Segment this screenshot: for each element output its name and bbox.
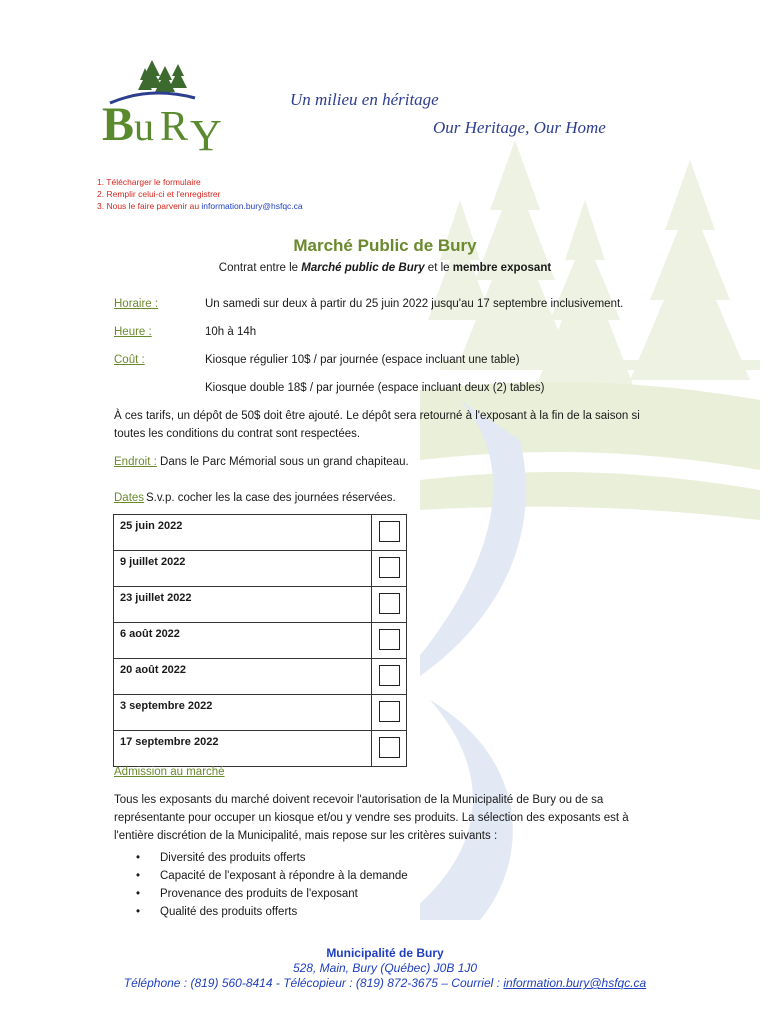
date-checkbox[interactable]	[379, 629, 400, 650]
tagline-english: Our Heritage, Our Home	[433, 118, 606, 137]
bury-logo	[100, 58, 230, 158]
admission-heading: Admission au marché	[114, 766, 225, 778]
endroit-line	[114, 453, 654, 471]
horaire-value: Un samedi sur deux à partir du 25 juin 2022 jusqu'au 17 septembre inclusivement.	[205, 298, 624, 310]
heure-value: 10h à 14h	[205, 326, 257, 338]
list-item	[130, 852, 408, 870]
date-checkbox[interactable]	[379, 737, 400, 758]
instruction-email-link[interactable]: information.bury@hsfqc.ca	[201, 201, 303, 211]
criteria-text: Capacité de l'exposant à répondre à la demande	[160, 870, 408, 882]
admission-paragraph: Tous les exposants du marché doivent recevoir l'autorisation de la Municipalité de Bury ou de sa représentante pour occuper un kiosque et/ou y vendre ses produits. La sélection des exposants est à l'entière discrétion de la Municipalité, mais repose sur les critères suivants :	[114, 794, 629, 842]
subtitle-member: membre exposant	[452, 262, 552, 274]
cout-regular-value: Kiosque régulier 10$ / par journée (espace incluant une table)	[205, 354, 520, 366]
date-label: 23 juillet 2022	[114, 587, 372, 623]
date-row	[114, 623, 407, 659]
date-label: 25 juin 2022	[114, 515, 372, 551]
list-item	[130, 906, 408, 924]
date-label: 20 août 2022	[114, 659, 372, 695]
endroit-label: Endroit :	[114, 456, 157, 468]
date-checkbox[interactable]	[379, 665, 400, 686]
page-title: Marché Public de Bury	[293, 236, 477, 255]
cout-double-value: Kiosque double 18$ / par journée (espace incluant deux (2) tables)	[205, 382, 545, 394]
bullet-icon: •	[136, 906, 141, 918]
svg-text:Y: Y	[190, 111, 222, 158]
date-checkbox[interactable]	[379, 521, 400, 542]
date-row	[114, 731, 407, 767]
cout-label: Coût :	[114, 354, 145, 366]
endroit-value: Dans le Parc Mémorial sous un grand chapiteau.	[156, 456, 409, 468]
dates-label: Dates	[114, 492, 145, 504]
bullet-icon: •	[136, 870, 141, 882]
dates-table	[113, 514, 407, 767]
footer-contact-text: Téléphone : (819) 560-8414 - Télécopieur : (819) 872-3675 – Courriel :	[123, 976, 504, 990]
deposit-paragraph: À ces tarifs, un dépôt de 50$ doit être ajouté. Le dépôt sera retourné à l'exposant à la fin de la saison si toutes les conditions du contrat sont respectées.	[114, 410, 640, 440]
horaire-label: Horaire :	[114, 298, 159, 310]
tagline-french: Un milieu en héritage	[290, 90, 439, 109]
footer-municipality-name: Municipalité de Bury	[326, 946, 444, 960]
subtitle-market-name: Marché public de Bury	[301, 262, 425, 274]
date-checkbox[interactable]	[379, 701, 400, 722]
subtitle-prefix: Contrat entre le	[218, 262, 302, 274]
date-label: 9 juillet 2022	[114, 551, 372, 587]
dates-instruction: S.v.p. cocher les la case des journées réservées.	[146, 492, 396, 504]
criteria-text: Provenance des produits de l'exposant	[160, 888, 358, 900]
criteria-text: Diversité des produits offerts	[160, 852, 306, 864]
instruction-step-1: 1. Télécharger le formulaire	[97, 177, 201, 187]
date-checkbox[interactable]	[379, 557, 400, 578]
footer-contact	[0, 976, 770, 990]
date-checkbox[interactable]	[379, 593, 400, 614]
instruction-step-2: 2. Remplir celui-ci et l'enregistrer	[97, 189, 221, 199]
criteria-text: Qualité des produits offerts	[160, 906, 298, 918]
date-row	[114, 515, 407, 551]
footer-email-link[interactable]: information.bury@hsfqc.ca	[503, 976, 647, 990]
list-item	[130, 870, 408, 888]
list-item	[130, 888, 408, 906]
date-label: 3 septembre 2022	[114, 695, 372, 731]
bullet-icon: •	[136, 888, 141, 900]
criteria-list	[130, 852, 408, 924]
bullet-icon: •	[136, 852, 141, 864]
instruction-step-3-text: 3. Nous le faire parvenir au	[97, 201, 202, 211]
instruction-step-3	[97, 201, 303, 211]
date-label: 17 septembre 2022	[114, 731, 372, 767]
svg-text:B: B	[102, 98, 135, 151]
date-row	[114, 695, 407, 731]
footer-address: 528, Main, Bury (Québec) J0B 1J0	[292, 961, 478, 975]
subtitle-mid: et le	[424, 262, 453, 274]
svg-text:R: R	[160, 104, 189, 150]
date-row	[114, 587, 407, 623]
date-row	[114, 659, 407, 695]
page-subtitle	[0, 262, 770, 274]
date-label: 6 août 2022	[114, 623, 372, 659]
date-row	[114, 551, 407, 587]
heure-label: Heure :	[114, 326, 152, 338]
svg-text:u: u	[134, 104, 154, 149]
